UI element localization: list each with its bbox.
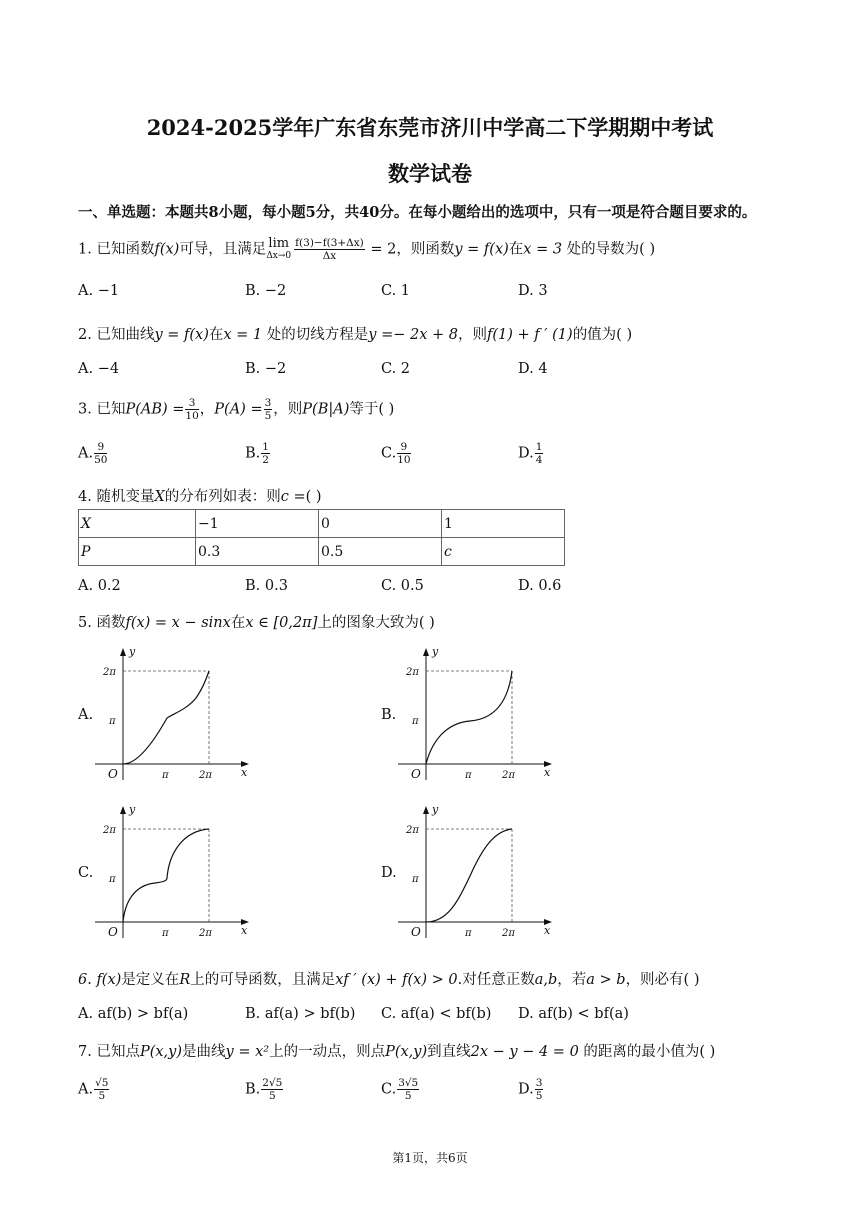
y-tick-pi: π [412, 716, 419, 727]
page-footer: 第1页，共6页 [392, 1151, 468, 1165]
curve [123, 671, 209, 764]
q4-option-d: D. 0.6 [518, 578, 562, 594]
graph-label-c: C. [78, 865, 94, 881]
y-tick-2pi: 2π [406, 825, 419, 836]
origin-label: O [411, 767, 421, 781]
table-cell: 0.5 [319, 538, 442, 566]
y-tick-2pi: 2π [406, 667, 419, 678]
y-tick-pi: π [109, 716, 116, 727]
fraction: $\frac{3}{5}$ [264, 397, 272, 422]
y-axis-label: y [432, 803, 439, 816]
table-cell: −1 [196, 510, 319, 538]
graph-label-d: D. [381, 865, 397, 881]
curve [426, 671, 512, 764]
x-axis-label: x [241, 766, 248, 779]
y-axis-arrow-icon [120, 806, 126, 814]
q1-option-b: B. −2 [245, 283, 287, 299]
question-2: 2. 已知曲线y = f(x)在x = 1 处的切线方程是y =− 2x + 8，则f(1) + f ′ (1)的值为( ) [78, 327, 633, 343]
table-row [79, 510, 565, 538]
graph-a [95, 643, 255, 787]
q6-option-d: D. af(b) < bf(a) [518, 1006, 629, 1022]
function-graph [398, 801, 558, 941]
y-axis-arrow-icon [120, 648, 126, 656]
q3-option-c: C. $\frac{9}{10}$ [381, 441, 411, 466]
question-4: 4. 随机变量X的分布列如表：则c =( ) [78, 489, 322, 505]
origin-label: O [411, 925, 421, 939]
y-tick-2pi: 2π [103, 825, 116, 836]
q7-option-c: C. $\frac{3√5}{5}$ [381, 1077, 419, 1102]
function-graph [95, 643, 255, 783]
exam-subtitle: 数学试卷 [388, 161, 472, 186]
table-cell: P [79, 538, 196, 566]
q3-option-a: A. $\frac{9}{50}$ [78, 441, 108, 466]
q6-option-b: B. af(a) > bf(b) [245, 1006, 356, 1022]
section-header: 一、单选题：本题共8小题，每小题5分，共40分。在每小题给出的选项中，只有一项是符合题目要求的。 [78, 204, 757, 221]
x-tick-2pi: 2π [199, 928, 212, 939]
fraction: $\frac{3}{10}$ [185, 397, 199, 422]
q7-option-a: A. $\frac{√5}{5}$ [78, 1077, 109, 1102]
q1-option-a: A. −1 [78, 283, 120, 299]
q7-option-b: B. $\frac{2√5}{5}$ [245, 1077, 283, 1102]
x-tick-pi: π [465, 770, 472, 781]
graph-label-b: B. [381, 707, 397, 723]
x-tick-2pi: 2π [199, 770, 212, 781]
q2-option-d: D. 4 [518, 361, 548, 377]
q2-option-a: A. −4 [78, 361, 120, 377]
origin-label: O [108, 767, 118, 781]
x-tick-pi: π [162, 928, 169, 939]
y-axis-label: y [129, 803, 136, 816]
graph-label-a: A. [78, 707, 94, 723]
table-row [79, 538, 565, 566]
table-cell: 0 [319, 510, 442, 538]
q2-option-b: B. −2 [245, 361, 287, 377]
question-3: 3. 已知P(AB) = $\frac{3}{10}$ ，P(A) = $\frac{3}{5}$ ，则P(B|A)等于( ) [78, 397, 395, 422]
q4-option-b: B. 0.3 [245, 578, 288, 594]
x-tick-pi: π [162, 770, 169, 781]
origin-label: O [108, 925, 118, 939]
q4-option-a: A. 0.2 [78, 578, 121, 594]
q6-option-c: C. af(a) < bf(b) [381, 1006, 492, 1022]
exam-title: 2024-2025学年广东省东莞市济川中学高二下学期期中考试 [146, 115, 714, 140]
x-axis-label: x [544, 924, 551, 937]
graph-b [398, 643, 558, 787]
x-axis-label: x [241, 924, 248, 937]
y-tick-pi: π [412, 874, 419, 885]
x-axis-label: x [544, 766, 551, 779]
q1-option-c: C. 1 [381, 283, 411, 299]
q3-option-d: D. $\frac{1}{4}$ [518, 441, 543, 466]
q7-option-d: D. $\frac{3}{5}$ [518, 1077, 543, 1102]
limit-expression: lim Δx→0 [266, 235, 292, 261]
question-6: 6. f(x)是定义在R上的可导函数，且满足xf ′ (x) + f(x) > 0.对任意正数a,b，若a > b，则必有( ) [78, 972, 700, 988]
graph-d [398, 801, 558, 945]
table-cell: 0.3 [196, 538, 319, 566]
x-tick-2pi: 2π [502, 928, 515, 939]
function-graph [398, 643, 558, 783]
curve [426, 829, 512, 922]
question-1: 1. 已知函数f(x)可导，且满足 lim Δx→0 $\frac{f(3)-f(3+\Delta x)}{\Delta x}$ = 2，则函数y = f(x)在x = 3 处的导数为( ) [78, 235, 656, 262]
fraction: $\frac{f(3)-f(3+\Delta x)}{\Delta x}$ [295, 237, 364, 262]
y-tick-pi: π [109, 874, 116, 885]
y-tick-2pi: 2π [103, 667, 116, 678]
table-cell: X [79, 510, 196, 538]
function-graph [95, 801, 255, 941]
q3-option-b: B. $\frac{1}{2}$ [245, 441, 269, 466]
x-tick-pi: π [465, 928, 472, 939]
table-cell: c [442, 538, 565, 566]
distribution-table [78, 509, 565, 566]
question-5: 5. 函数f(x) = x − sinx在x ∈ [0,2π]上的图象大致为( ) [78, 615, 435, 631]
x-tick-2pi: 2π [502, 770, 515, 781]
table-cell: 1 [442, 510, 565, 538]
q2-option-c: C. 2 [381, 361, 411, 377]
question-7: 7. 已知点P(x,y)是曲线y = x²上的一动点，则点P(x,y)到直线2x − y − 4 = 0 的距离的最小值为( ) [78, 1044, 716, 1060]
y-axis-label: y [432, 645, 439, 658]
y-axis-label: y [129, 645, 136, 658]
q1-option-d: D. 3 [518, 283, 548, 299]
graph-c [95, 801, 255, 945]
curve [123, 829, 209, 922]
q4-option-c: C. 0.5 [381, 578, 424, 594]
y-axis-arrow-icon [423, 648, 429, 656]
q6-option-a: A. af(b) > bf(a) [78, 1006, 189, 1022]
y-axis-arrow-icon [423, 806, 429, 814]
